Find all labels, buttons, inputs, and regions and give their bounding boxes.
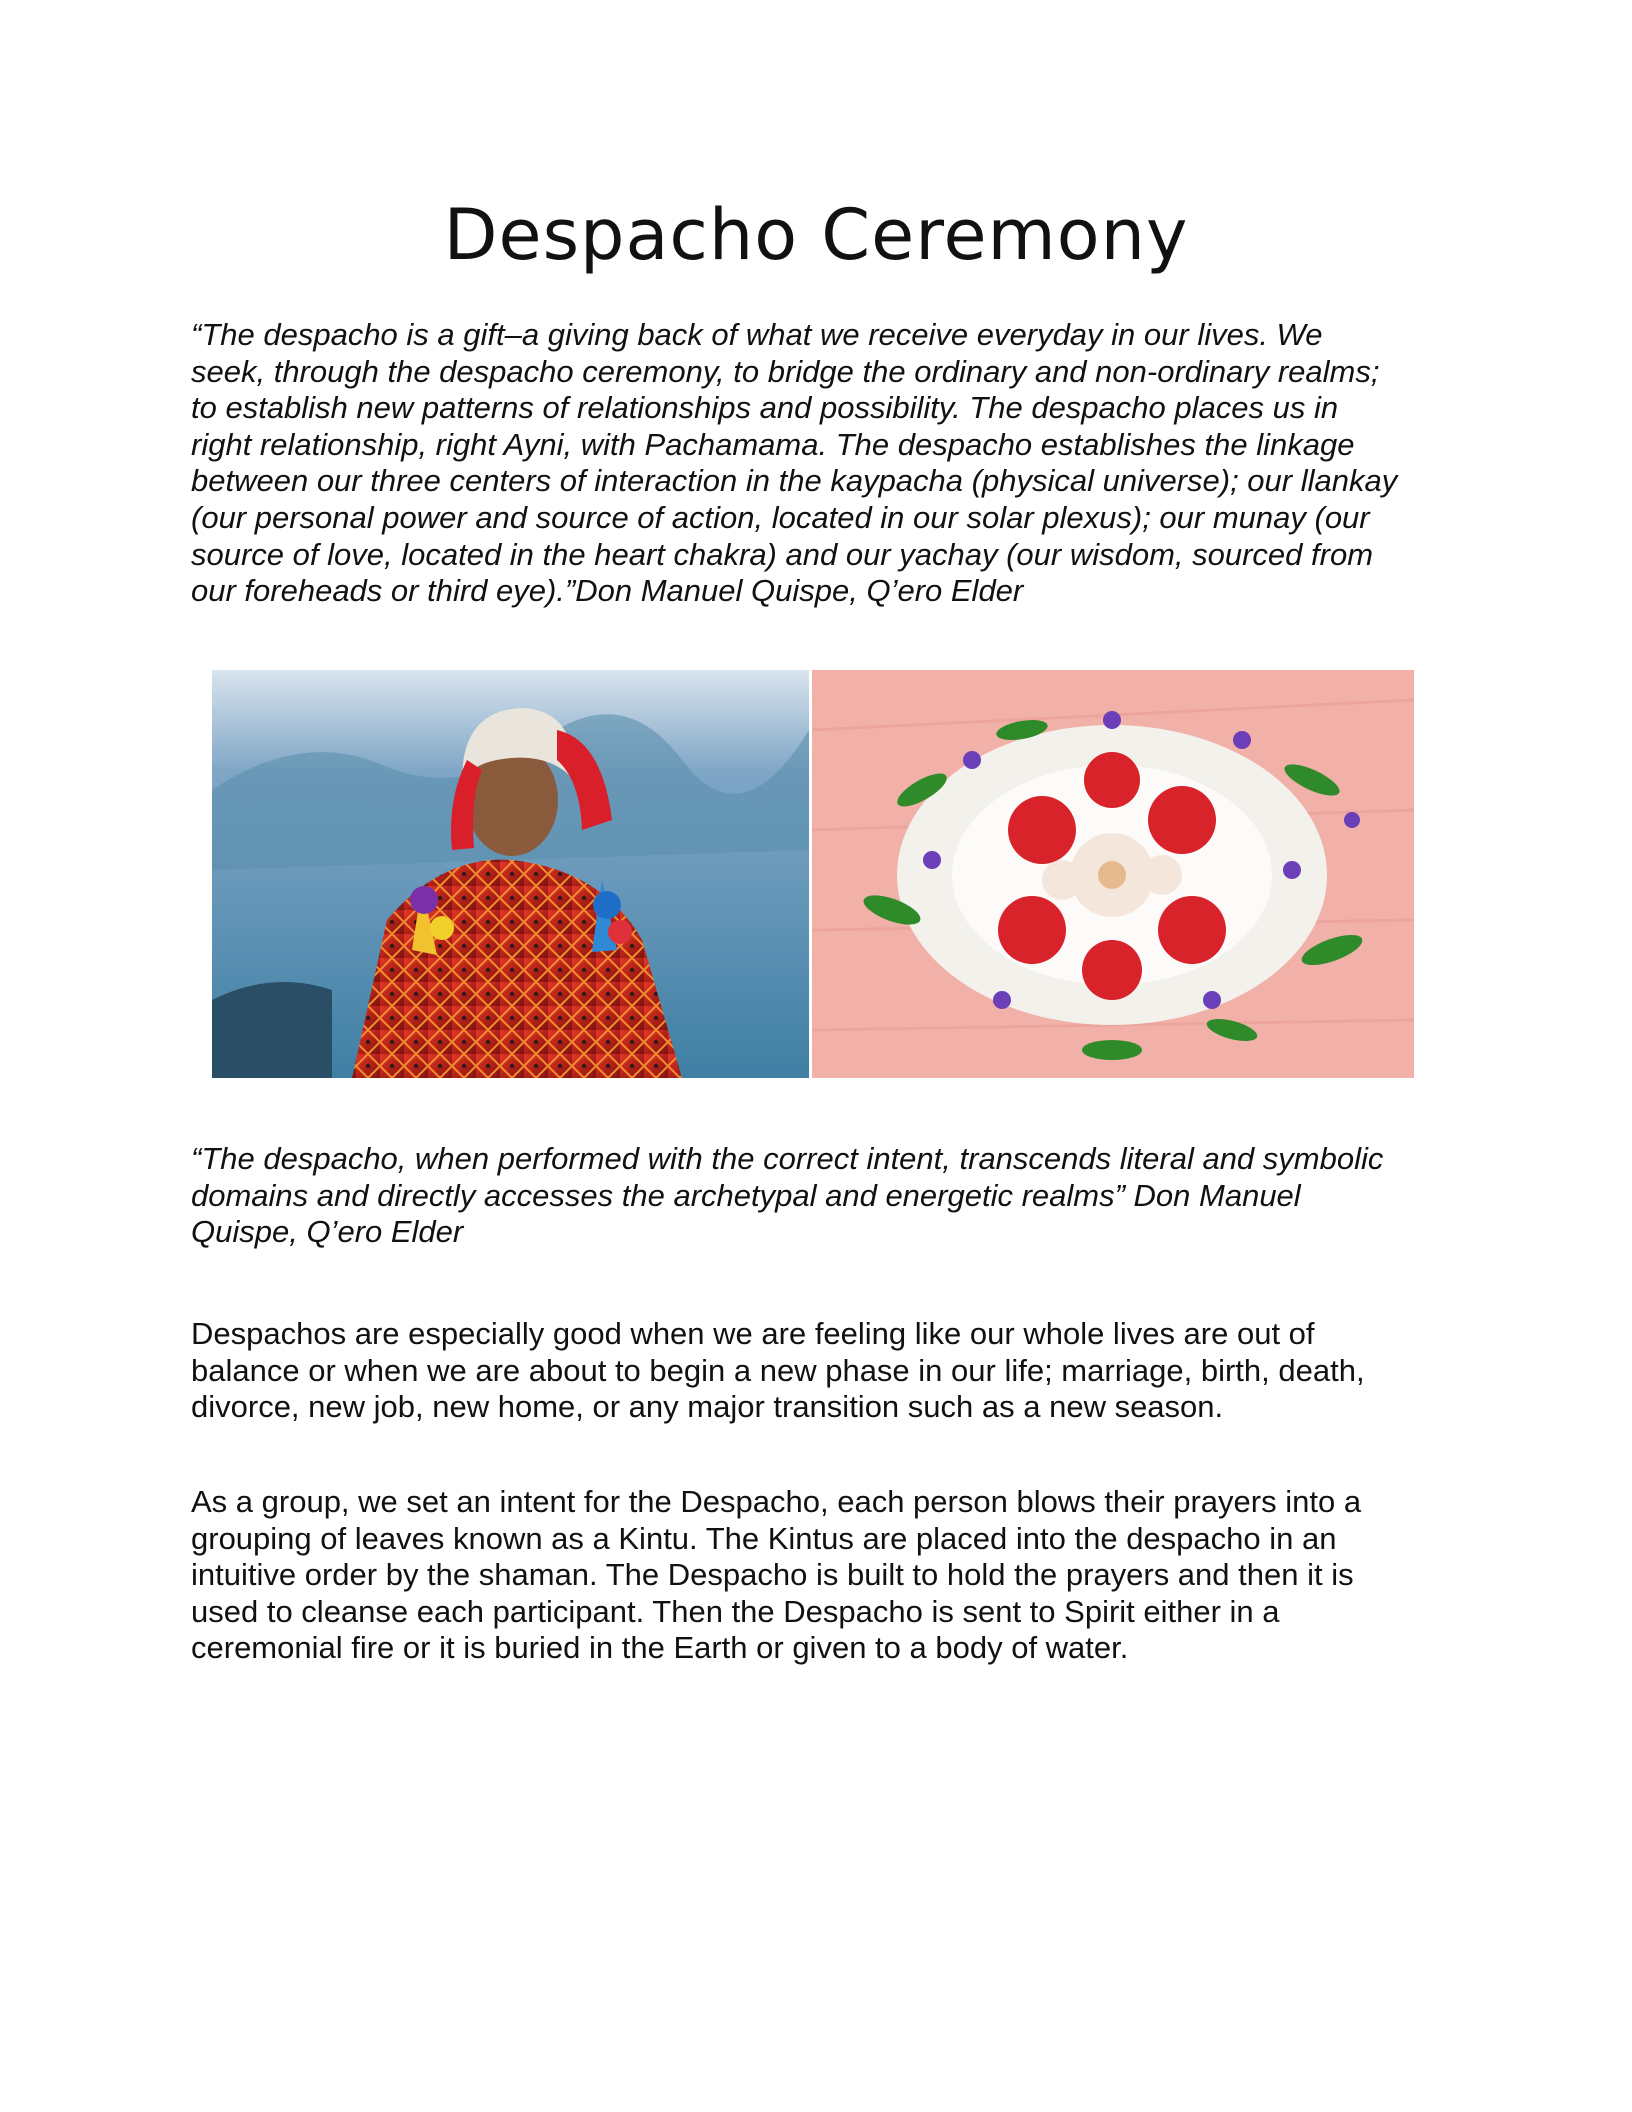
- qero-elder-photo: [212, 670, 809, 1078]
- paragraph-line: Despachos are especially good when we are feeling like our whole lives are out of: [191, 1316, 1315, 1351]
- paragraph-line: grouping of leaves known as a Kintu. The Kintus are placed into the despacho in an: [191, 1520, 1337, 1556]
- second-quote: [191, 1141, 1481, 1251]
- opening-quote: [191, 317, 1481, 610]
- paragraph-line: As a group, we set an intent for the Despacho, each person blows their prayers into a: [191, 1484, 1362, 1519]
- quote-line: domains and directly accesses the archetypal and energetic realms” Don Manuel: [191, 1177, 1301, 1213]
- flower-despacho-photo: [812, 670, 1414, 1078]
- paragraph-line: intuitive order by the shaman. The Despacho is built to hold the prayers and then it is: [191, 1557, 1354, 1593]
- paragraph-line: ceremonial fire or it is buried in the Earth or given to a body of water.: [191, 1630, 1129, 1666]
- paragraph-ceremony-process: [191, 1484, 1481, 1667]
- quote-line: source of love, located in the heart chakra) and our yachay (our wisdom, sourced from: [191, 536, 1374, 572]
- quote-line: “The despacho, when performed with the correct intent, transcends literal and symbolic: [191, 1141, 1384, 1176]
- quote-line: right relationship, right Ayni, with Pachamama. The despacho establishes the linkage: [191, 426, 1355, 462]
- quote-line: our foreheads or third eye).”Don Manuel Quispe, Q’ero Elder: [191, 573, 1024, 609]
- paragraph-when-to-hold-despacho: [191, 1316, 1481, 1426]
- quote-line: Quispe, Q’ero Elder: [191, 1214, 464, 1250]
- quote-line: to establish new patterns of relationships and possibility. The despacho places us in: [191, 390, 1339, 426]
- paragraph-line: used to cleanse each participant. Then the Despacho is sent to Spirit either in a: [191, 1593, 1280, 1629]
- quote-line: between our three centers of interaction in the kaypacha (physical universe); our llankay: [191, 463, 1398, 499]
- paragraph-line: divorce, new job, new home, or any major transition such as a new season.: [191, 1389, 1224, 1425]
- quote-line: seek, through the despacho ceremony, to bridge the ordinary and non-ordinary realms;: [191, 353, 1380, 389]
- page-title: Despacho Ceremony: [443, 194, 1189, 276]
- quote-line: “The despacho is a gift–a giving back of what we receive everyday in our lives. We: [191, 317, 1323, 352]
- paragraph-line: balance or when we are about to begin a new phase in our life; marriage, birth, death,: [191, 1352, 1365, 1388]
- quote-line: (our personal power and source of action, located in our solar plexus); our munay (our: [191, 499, 1370, 535]
